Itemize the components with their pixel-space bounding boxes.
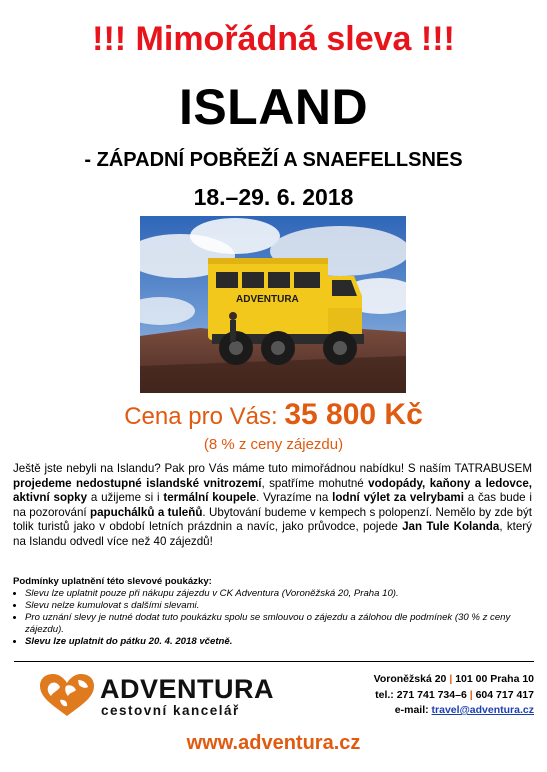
condition-item: • Slevu nelze kumulovat s dalšími slevami. (25, 600, 533, 612)
phone-1: 271 741 734–6 (396, 688, 467, 701)
dates: 18.–29. 6. 2018 (193, 184, 354, 210)
tatrabus-photo (140, 216, 406, 393)
subtitle: - ZÁPADNÍ POBŘEŽÍ A SNAEFELLSNES (84, 149, 463, 171)
conditions-list (13, 588, 533, 648)
description (13, 462, 532, 549)
description-segment: Ještě jste nebyli na Islandu? Pak pro Vás máme tuto mimořádnou nabídku! S naším TATRABUSEM (13, 462, 532, 475)
description-segment: . Ubytování budeme v kempech s polopenzí. Nemělo by zde být tolik turistů jako v období letních prázdnin a navíc, jako průvodce, pojede (13, 505, 532, 533)
separator: | (449, 673, 453, 685)
price-label: Cena pro Vás: (124, 403, 278, 430)
phone-line (374, 688, 534, 704)
contact-block (374, 672, 534, 719)
description-segment: termální koupele (163, 491, 257, 504)
email-line (374, 703, 534, 719)
description-segment: papuchálků a tuleňů (90, 505, 203, 519)
destination-title: ISLAND (178, 79, 369, 135)
conditions (13, 576, 533, 648)
street: Voroněžská 20 (373, 673, 447, 685)
description-segment: , spatříme mohutné (261, 476, 369, 490)
description-segment: , který na Islandu odvedl více než 40 zájezdů! (13, 520, 532, 548)
price-note: (8 % z ceny zájezdu) (203, 436, 344, 453)
divider (14, 661, 534, 662)
condition-item: • Pro uznání slevy je nutné dodat tuto poukázku spolu se smlouvou o zájezdu a zálohou dle podmínek (30 % z ceny zájezdu). (25, 612, 533, 636)
conditions-title: Podmínky uplatnění této slevové poukázky: (13, 576, 212, 587)
email-link[interactable]: travel@adventura.cz (431, 704, 534, 716)
email-label: e-mail: (394, 704, 429, 716)
headline: !!! Mimořádná sleva !!! (92, 20, 455, 58)
bus-logo-text: ADVENTURA (236, 294, 299, 305)
globe-heart-logo-icon (36, 672, 98, 718)
city: 101 00 Praha 10 (455, 673, 534, 685)
description-segment: Jan Tule Kolanda (402, 520, 500, 533)
price-amount: 35 800 Kč (284, 398, 423, 431)
description-segment: vodopády, kaňony a ledovce, aktivní sopky (13, 476, 532, 504)
brand-tagline: cestovní kancelář (101, 703, 240, 718)
description-segment: lodní výlet za velrybami (332, 491, 464, 504)
separator: | (469, 688, 473, 701)
description-segment: a čas bude i na pozorování (13, 491, 532, 519)
description-segment: projedeme nedostupné islandské vnitrozemí (13, 476, 262, 490)
description-segment: a užijeme si i (87, 491, 164, 504)
brand-name: ADVENTURA (100, 674, 275, 704)
description-segment: . Vyrazíme na (256, 491, 333, 504)
condition-item: • Slevu lze uplatnit do pátku 20. 4. 2018 včetně. (25, 636, 533, 648)
phone-2: 604 717 417 (475, 688, 534, 701)
price-line (0, 398, 547, 432)
tel-label: tel.: (375, 688, 394, 701)
website-link[interactable]: www.adventura.cz (186, 732, 361, 754)
address-line (374, 672, 534, 688)
condition-item: • Slevu lze uplatnit pouze při nákupu zájezdu v CK Adventura (Voroněžská 20, Praha 10). (25, 588, 533, 600)
